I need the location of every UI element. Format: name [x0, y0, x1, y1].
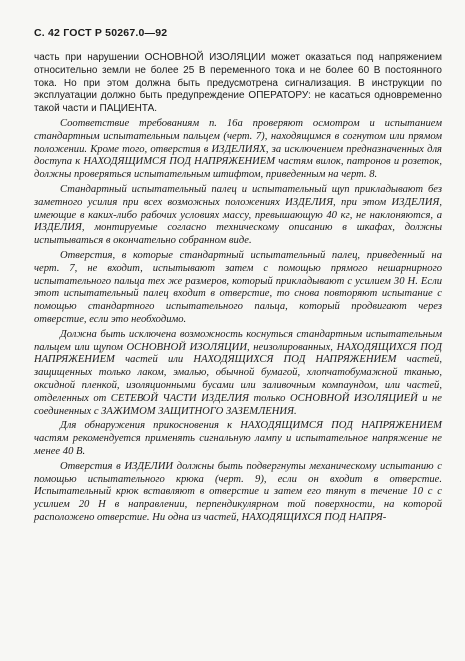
- paragraph: Отверстия, в которые стандартный испытательный палец, приведенный на черт. 7, не входит, испытывают затем с помощью прямого нешарнирного испытательного пальца тех же размеров, который прикладывают с усилием 30 Н. Если этот испытательный палец входит в отверстие, то снова повторяют испытание с помощью стандартного испытательного пальца, который продвигают через отверстие, если это необходимо.: [34, 249, 442, 325]
- paragraph: Стандартный испытательный палец и испытательный щуп прикладывают без заметного усилия при всех возможных положениях ИЗДЕЛИЯ, при этом ИЗДЕЛИЯ, имеющие в каких-либо рабочих условиях массу, превышающую 40 кг, не наклоняются, а ИЗДЕЛИЯ, монтируемые согласно техническому описанию в шкафах, должны испытываться в окончательно собранном виде.: [34, 183, 442, 247]
- paragraph: Должна быть исключена возможность коснуться стандартным испытательным пальцем или щупом ОСНОВНОЙ ИЗОЛЯЦИИ, неизолированных, НАХОДЯЩИХСЯ ПОД НАПРЯЖЕНИЕМ частей или НАХОДЯЩИХСЯ ПОД НАПРЯЖЕНИЕМ частей, защищенных только лаком, эмалью, обычной бумагой, хлопчатобумажной тканью, оксидной пленкой, изоляционными бусами или заливочным компаундом, или частей, отделенных от СЕТЕВОЙ ЧАСТИ ИЗДЕЛИЯ только ОСНОВНОЙ ИЗОЛЯЦИЕЙ и не соединенных с ЗАЖИМОМ ЗАЩИТНОГО ЗАЗЕМЛЕНИЯ.: [34, 328, 442, 417]
- document-body: [34, 52, 442, 525]
- paragraph: Для обнаружения прикосновения к НАХОДЯЩИМСЯ ПОД НАПРЯЖЕНИЕМ частям рекомендуется применять сигнальную лампу и испытательное напряжение не менее 40 В.: [34, 420, 442, 457]
- paragraph: Отверстия в ИЗДЕЛИИ должны быть подвергнуты механическому испытанию с помощью испытательного крюка (черт. 9), если он входит в отверстие. Испытательный крюк вставляют в отверстие и затем его тянут в течение 10 с с усилием 20 Н в направлении, перпендикулярном той поверхности, на которой расположено отверстие. Ни одна из частей, НАХОДЯЩИХСЯ ПОД НАПРЯ-: [34, 460, 442, 523]
- paragraph: Соответствие требованиям п. 16а проверяют осмотром и испытанием стандартным испытательным пальцем (черт. 7), находящимся в согнутом или прямом положении. Кроме того, отверстия в ИЗДЕЛИЯХ, за исключением предназначенных для доступа к НАХОДЯЩИМСЯ ПОД НАПРЯЖЕНИЕМ частям вилок, патронов и розеток, должны проверяться испытательным штифтом, приведенным на черт. 8.: [34, 117, 442, 181]
- page-header: С. 42 ГОСТ Р 50267.0—92: [34, 27, 168, 39]
- paragraph: часть при нарушении ОСНОВНОЙ ИЗОЛЯЦИИ может оказаться под напряжением относительно земли не более 25 В переменного тока и не более 60 В постоянного тока. Но при этом должна быть предусмотрена сигнализация. В инструкции по эксплуатации должно быть предупреждение ОПЕРАТОРУ: не касаться одновременно такой части и ПАЦИЕНТА.: [34, 52, 442, 115]
